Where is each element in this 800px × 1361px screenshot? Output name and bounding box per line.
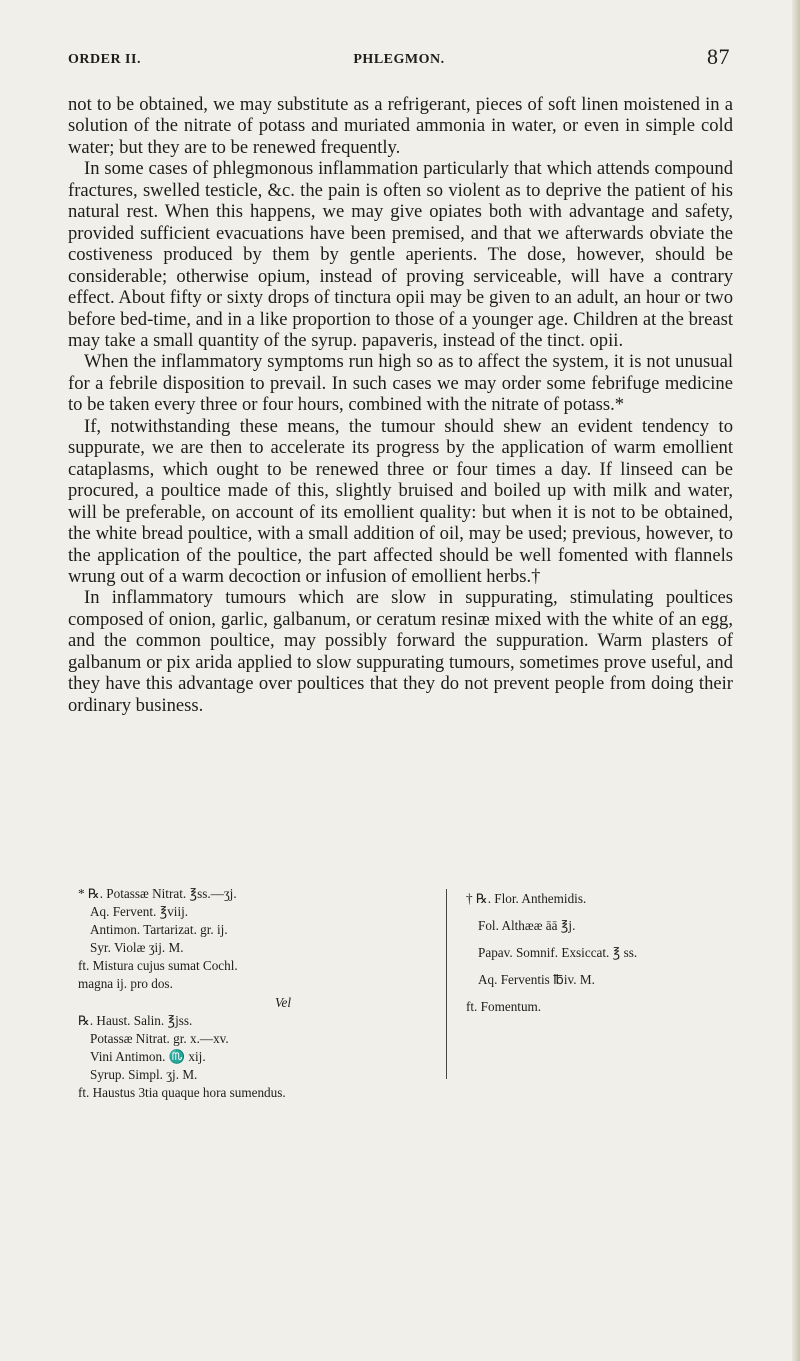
footnote-line: Potassæ Nitrat. gr. x.—xv.: [90, 1030, 229, 1046]
footnote-line: ft. Fomentum.: [466, 999, 542, 1014]
footnote-line: ℞. Haust. Salin. ℥jss.: [78, 1012, 193, 1028]
footnote-line: Vini Antimon. ♏ xij.: [90, 1048, 206, 1064]
footnote-line: ft. Haustus 3tia quaque hora sumendus.: [78, 1085, 286, 1101]
footnote-prescription-left: [78, 885, 368, 1102]
paragraph: In inflammatory tumours which are slow in suppurating, stimulating poultices composed of onion, garlic, galbanum, or ceratum resinæ mixed with the white of an egg, and the common poultice, may possibly forward the suppuration. Warm plasters of galbanum or pix arida applied to slow suppurating tumours, sometimes prove useful, and they have this advantage over poultices that they do not prevent people from doing their ordinary business.: [68, 587, 733, 716]
footnote-line: Aq. Ferventis ℔iv. M.: [478, 972, 595, 987]
footnote-divider: [446, 889, 447, 1079]
footnote-line: magna ij. pro dos.: [78, 976, 173, 992]
paragraph: In some cases of phlegmonous inflammation particularly that which attends compound fractures, swelled testicle, &c. the pain is often so violent as to deprive the patient of his natural rest. When this happens, we may give opiates both with advantage and safety, provided sufficient evacuations have been premised, and that we afterwards obviate the costiveness produced by them by gentle aperients. The dose, however, should be considerable; otherwise opium, instead of proving serviceable, will have a contrary effect. About fifty or sixty drops of tinctura opii may be given to an adult, an hour or two before bed-time, and in a like proportion to those of a younger age. Children at the breast may take a small quantity of the syrup. papaveris, instead of the tinct. opii.: [68, 158, 733, 351]
footnote-line: † ℞. Flor. Anthemidis.: [466, 891, 587, 906]
header-order: ORDER II.: [68, 52, 141, 67]
footnote-line: Vel: [274, 994, 292, 1010]
body-text: [68, 94, 733, 716]
running-header: [68, 44, 730, 70]
page-edge-shadow: [792, 0, 800, 1361]
page-number: 87: [707, 44, 730, 69]
footnote-line: * ℞. Potassæ Nitrat. ℥ss.—ʒj.: [78, 886, 237, 901]
footnote-line: ft. Mistura cujus sumat Cochl.: [78, 958, 238, 974]
footnote-line: Aq. Fervent. ℥viij.: [90, 904, 189, 920]
footnotes: [68, 885, 733, 1101]
footnote-line: Papav. Somnif. Exsiccat. ℥ ss.: [478, 945, 638, 960]
paragraph: If, notwithstanding these means, the tumour should shew an evident tendency to suppurate, we are then to accelerate its progress by the application of warm emollient cataplasms, which ought to be renewed three or four times a day. If linseed can be procured, a poultice made of this, slightly bruised and boiled up with milk and water, will be preferable, on account of its emollient quality: but when it is not to be obtained, the white bread poultice, with a small addition of oil, may be used; previous, however, to the application of the poultice, the part affected should be well fomented with flannels wrung out of a warm decoction or infusion of emollient herbs.†: [68, 415, 733, 587]
footnote-line: Fol. Althææ āā ℥j.: [478, 918, 576, 933]
paragraph: not to be obtained, we may substitute as a refrigerant, pieces of soft linen moistened in a solution of the nitrate of potass and muriated ammonia in water, or even in simple cold water; but they are to be renewed frequently.: [68, 94, 733, 158]
footnote-line: Syrup. Simpl. ʒj. M.: [90, 1066, 198, 1082]
footnote-line: Antimon. Tartarizat. gr. ij.: [90, 922, 228, 938]
footnote-prescription-right: [466, 885, 726, 1020]
header-title: PHLEGMON.: [353, 52, 445, 67]
footnote-line: Syr. Violæ ʒij. M.: [90, 940, 184, 956]
paragraph: When the inflammatory symptoms run high so as to affect the system, it is not unusual for a febrile disposition to prevail. In such cases we may order some febrifuge medicine to be taken every three or four hours, combined with the nitrate of potass.*: [68, 351, 733, 416]
